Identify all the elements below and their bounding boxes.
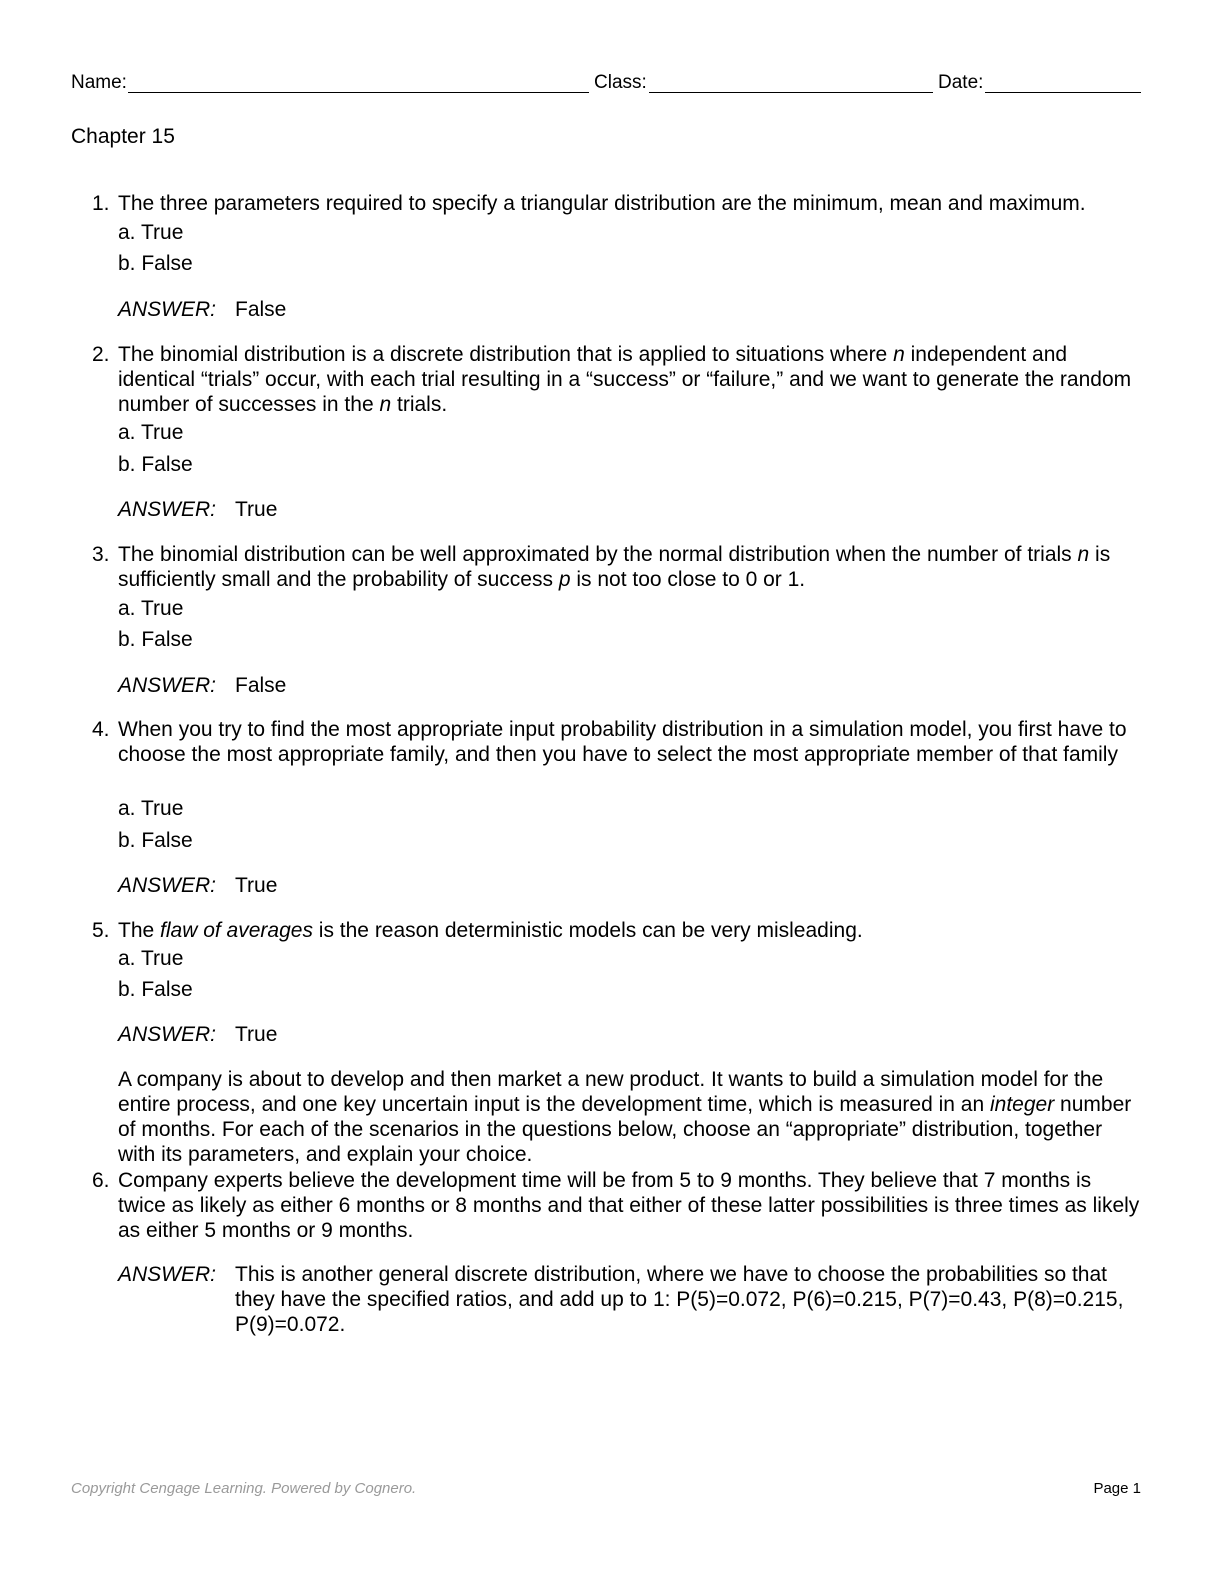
stem-italic: flaw of averages <box>160 919 313 942</box>
question-stem <box>118 918 1142 943</box>
answer-label: ANSWER: <box>118 298 217 321</box>
question-number: 2. <box>92 343 110 366</box>
page-number: Page 1 <box>1093 1480 1141 1497</box>
answer-label: ANSWER: <box>118 874 217 897</box>
answer-6 <box>118 1262 1143 1337</box>
class-label: Class: <box>594 72 647 93</box>
question-number: 1. <box>92 192 110 215</box>
stem-italic: n <box>893 343 905 366</box>
name-label: Name: <box>71 72 127 93</box>
question-number: 4. <box>92 718 110 741</box>
option-a: a. True <box>118 947 184 970</box>
stem-text: is not too close to 0 or 1. <box>570 568 806 591</box>
intro-text: number of months. For each of the scenarios in the questions below, choose an “appropriate” distribution, together with its parameters, and explain your choice. <box>118 1093 1132 1166</box>
stem-text: The binomial distribution is a discrete distribution that is applied to situations where <box>118 343 894 366</box>
answer-label: ANSWER: <box>118 1263 217 1286</box>
answer-label: ANSWER: <box>118 674 217 697</box>
question-stem <box>118 542 1142 592</box>
answer-value: True <box>235 874 278 897</box>
option-b: b. False <box>118 252 193 275</box>
question-3 <box>92 542 1142 592</box>
chapter-title: Chapter 15 <box>71 125 175 148</box>
stem-italic: p <box>558 568 571 591</box>
answer-value: False <box>235 298 287 321</box>
stem-text: trials. <box>391 393 448 416</box>
answer-value: True <box>235 498 278 521</box>
question-6 <box>92 1168 1142 1243</box>
option-a: a. True <box>118 797 184 820</box>
intro-text: A company is about to develop and then market a new product. It wants to build a simulation model for the entire process, and one key uncertain input is the development time, which is measured in an <box>118 1068 1104 1116</box>
question-5 <box>92 918 1142 943</box>
stem-text: The <box>118 919 161 942</box>
question-number: 5. <box>92 919 110 942</box>
option-b: b. False <box>118 978 193 1001</box>
answer-1 <box>118 297 1143 322</box>
option-b: b. False <box>118 628 193 651</box>
answer-label: ANSWER: <box>118 1023 217 1046</box>
answer-value: True <box>235 1023 278 1046</box>
stem-italic: n <box>1077 543 1090 566</box>
stem-text: independent and identical “trials” occur, with each trial resulting in a “success” or “failure,” and we want to generate the random number of successes in the <box>118 343 1132 416</box>
answer-value: This is another general discrete distribution, where we have to choose the probabilities so that they have the specified ratios, and add up to 1: P(5)=0.072, P(6)=0.215, P(7)=0.43, P(8)=0.215, P(9)=0.072. <box>235 1263 1124 1336</box>
question-2 <box>92 342 1142 417</box>
option-a: a. True <box>118 421 184 444</box>
question-stem: When you try to find the most appropriate input probability distribution in a simulation model, you first have to choose the most appropriate family, and then you have to select the most appropriate member of that family <box>118 718 1127 766</box>
option-a: a. True <box>118 221 184 244</box>
question-stem: Company experts believe the development time will be from 5 to 9 months. They believe that 7 months is twice as likely as either 6 months or 8 months and that either of these latter possibilities is three times as likely as either 5 months or 9 months. <box>118 1169 1140 1242</box>
intro-italic: integer <box>989 1093 1055 1116</box>
option-b: b. False <box>118 453 193 476</box>
question-number: 3. <box>92 543 110 566</box>
question-number: 6. <box>92 1169 110 1192</box>
date-label: Date: <box>938 72 984 93</box>
question-4 <box>92 717 1142 767</box>
answer-value: False <box>235 674 287 697</box>
date-line <box>985 92 1141 93</box>
stem-italic: n <box>379 393 392 416</box>
answer-2 <box>118 497 1143 522</box>
answer-label: ANSWER: <box>118 498 217 521</box>
option-b: b. False <box>118 829 193 852</box>
question-1 <box>92 191 1142 216</box>
answer-3 <box>118 673 1143 698</box>
option-a: a. True <box>118 597 184 620</box>
header-fields <box>71 72 1141 98</box>
answer-5 <box>118 1022 1143 1047</box>
stem-text: The binomial distribution can be well approximated by the normal distribution when the number of trials <box>118 543 1078 566</box>
answer-4 <box>118 873 1143 898</box>
copyright-footer: Copyright Cengage Learning. Powered by Cognero. <box>71 1480 417 1497</box>
stem-text: is the reason deterministic models can be very misleading. <box>312 919 863 942</box>
question-stem: The three parameters required to specify a triangular distribution are the minimum, mean and maximum. <box>118 192 1086 215</box>
question-stem <box>118 342 1142 417</box>
class-line <box>649 92 933 93</box>
scenario-intro <box>118 1067 1143 1167</box>
stem-text: is sufficiently small and the probability of success <box>118 543 1111 591</box>
name-line <box>128 92 589 93</box>
